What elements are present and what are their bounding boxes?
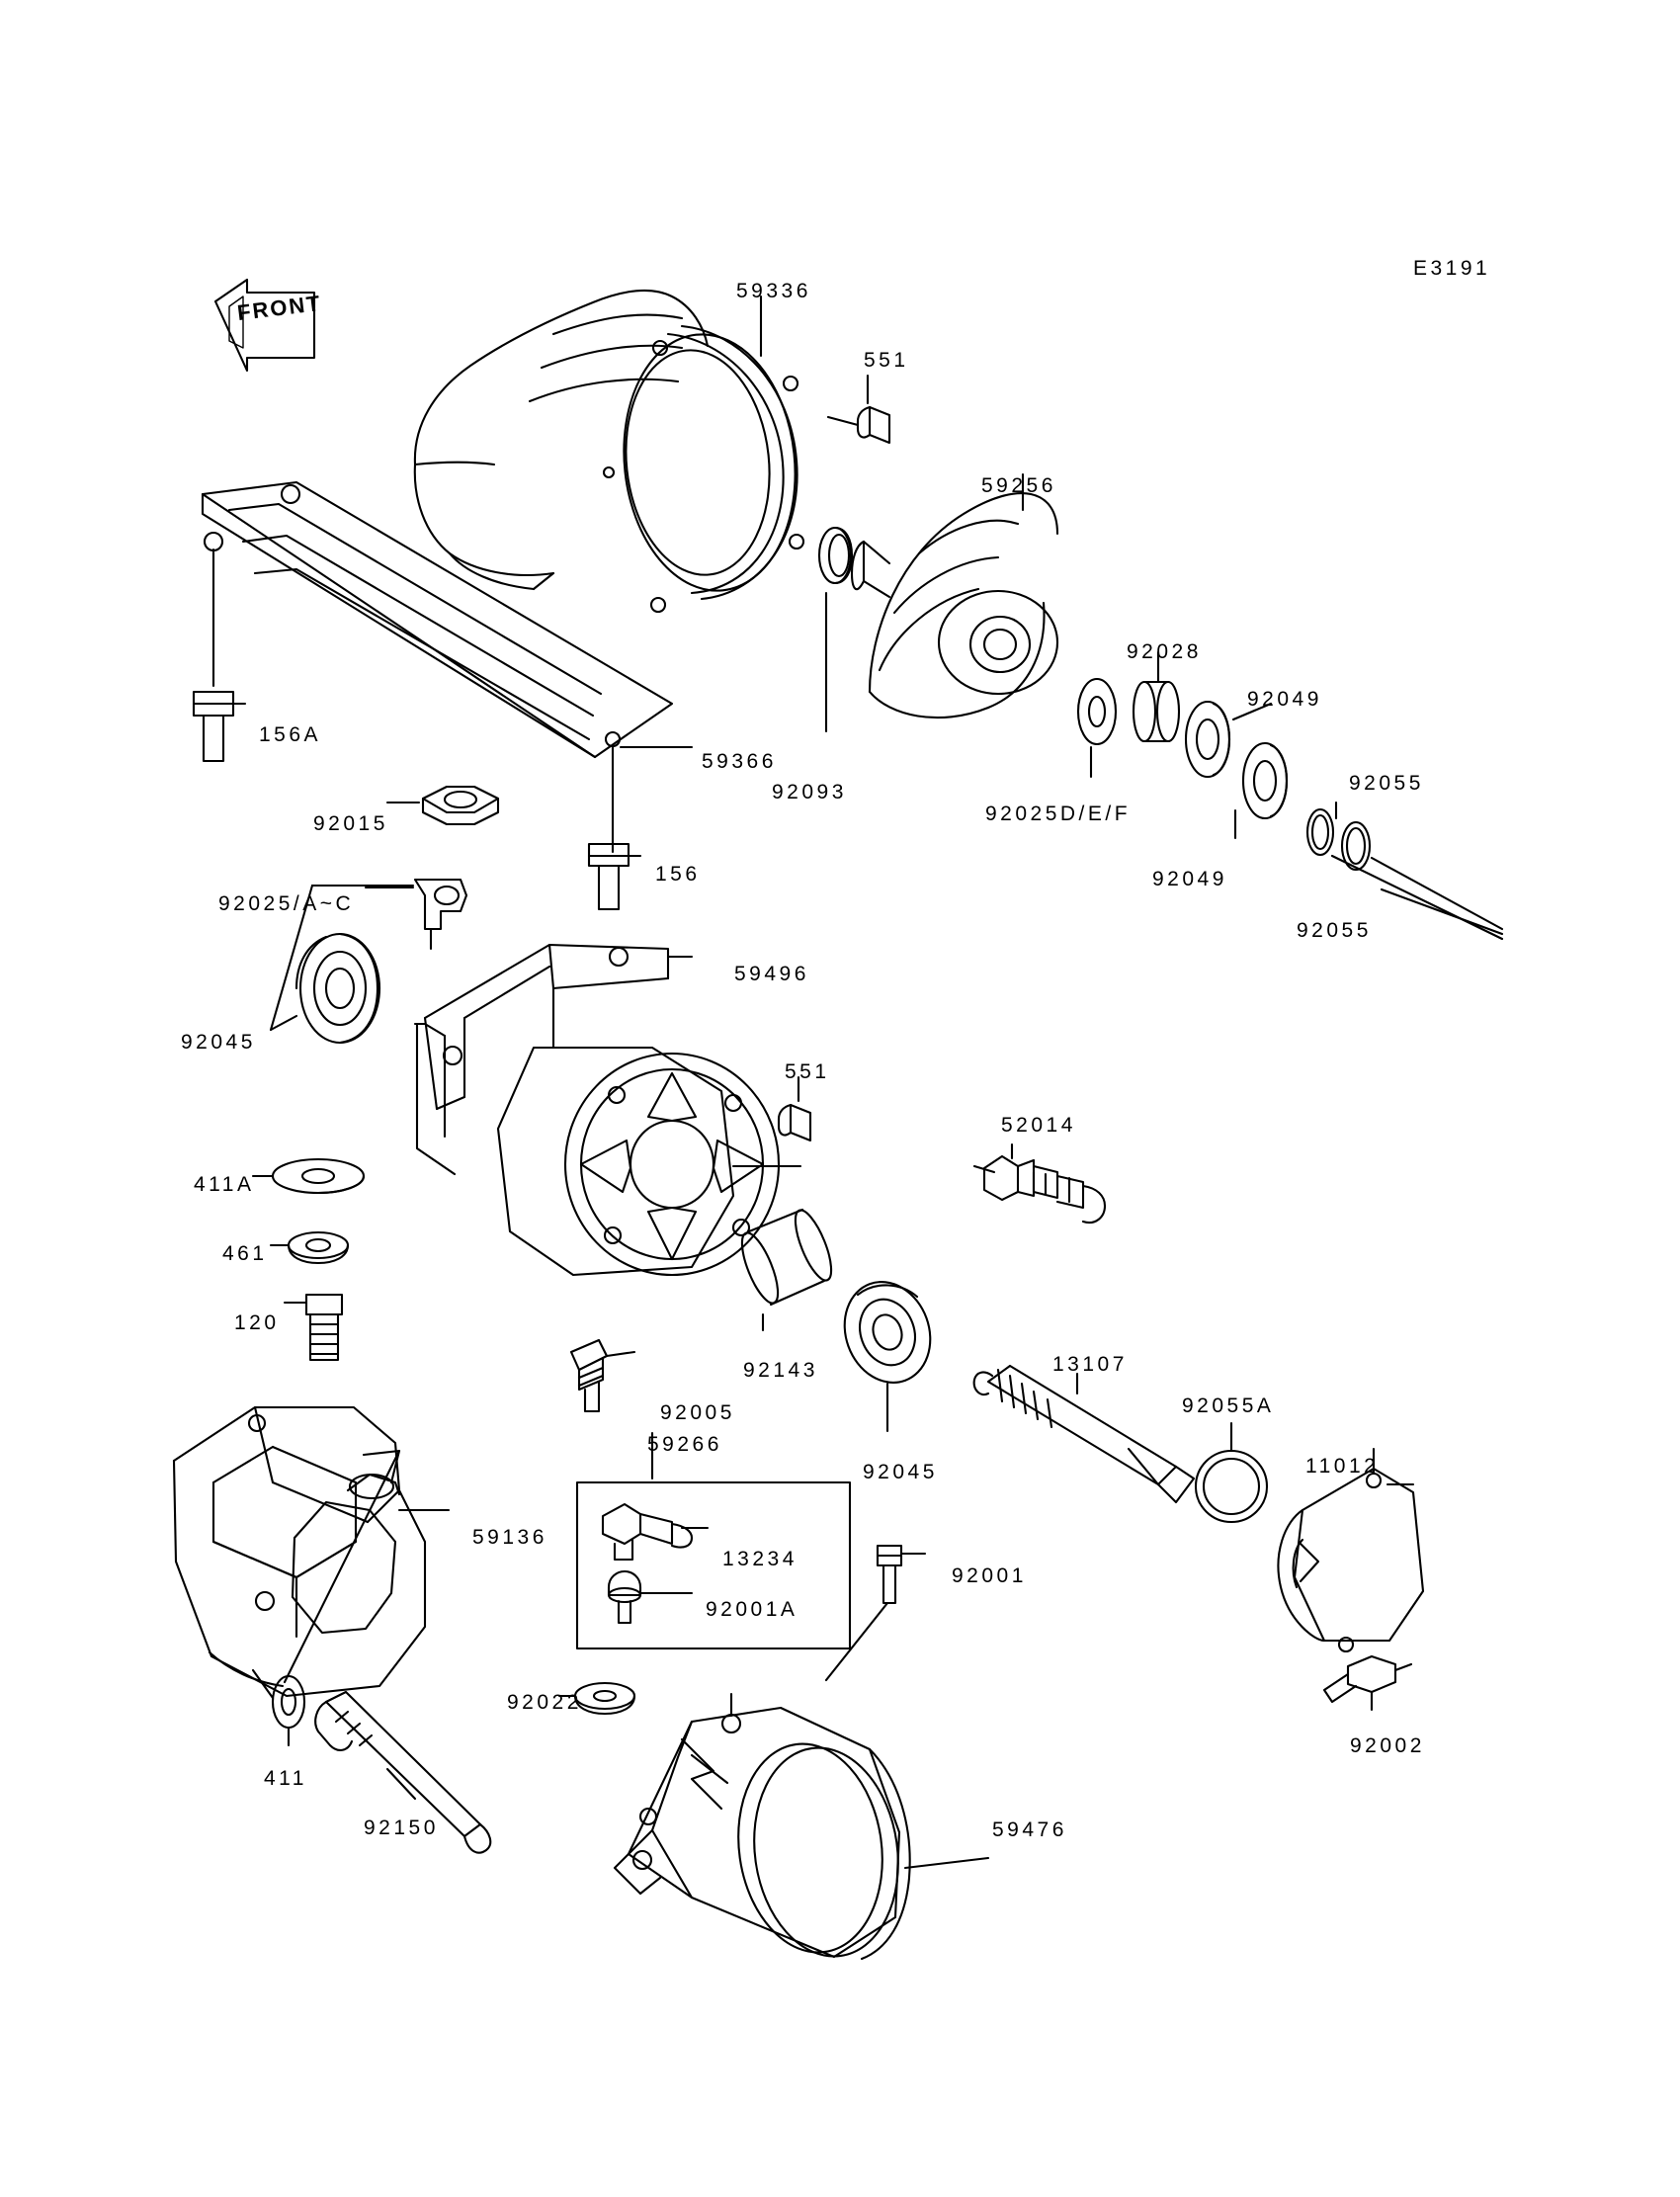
part-92002-bolt [1324, 1656, 1411, 1710]
part-label-551-top: 551 [864, 349, 909, 372]
part-92001-bolt [826, 1546, 925, 1680]
part-label-156: 156 [655, 863, 701, 886]
part-label-59336: 59336 [736, 280, 811, 302]
part-label-13107: 13107 [1052, 1353, 1128, 1376]
part-label-59266: 59266 [647, 1433, 722, 1456]
part-label-59136: 59136 [472, 1526, 547, 1549]
front-marker-label: FRONT [235, 290, 323, 326]
part-13107-drive-shaft [974, 1366, 1194, 1502]
part-92045-bearing-lower [831, 1270, 945, 1431]
part-92015-nut [387, 787, 498, 824]
part-92049-seal-lower [1235, 743, 1287, 838]
part-label-92055A: 92055A [1182, 1394, 1275, 1417]
part-label-551-mid: 551 [785, 1060, 830, 1083]
part-461-washer [271, 1232, 348, 1263]
part-59136-housing [174, 1407, 449, 1698]
part-411a-washer [253, 1159, 364, 1193]
part-551-stud-mid [779, 1077, 810, 1141]
part-label-92025DEF: 92025D/E/F [985, 803, 1132, 825]
part-11012-cap [1278, 1449, 1423, 1651]
part-label-92150: 92150 [364, 1817, 439, 1839]
part-92055-oring-upper [1307, 803, 1336, 855]
part-label-411A: 411A [194, 1173, 255, 1196]
part-label-92028: 92028 [1127, 640, 1202, 663]
part-92055a-oring [1196, 1423, 1267, 1522]
part-120-screw [285, 1295, 342, 1360]
part-156a-bolt [194, 692, 245, 761]
part-label-92055-bot: 92055 [1297, 919, 1372, 942]
part-label-92055-top: 92055 [1349, 772, 1424, 795]
front-marker-badge [215, 280, 322, 347]
part-label-120: 120 [234, 1311, 280, 1334]
part-label-92143: 92143 [743, 1359, 818, 1382]
part-59496-pump-housing [415, 945, 800, 1275]
part-label-156A: 156A [259, 723, 322, 746]
part-label-92001: 92001 [952, 1564, 1027, 1587]
part-label-59366: 59366 [702, 750, 777, 773]
part-92025ac-shim [366, 880, 466, 949]
part-92025def-shim [1078, 679, 1116, 777]
part-92028-collar [1134, 652, 1179, 741]
part-label-92002: 92002 [1350, 1734, 1425, 1757]
part-label-92049-bot: 92049 [1152, 868, 1227, 890]
part-label-461: 461 [222, 1242, 268, 1265]
part-label-11012: 11012 [1305, 1455, 1380, 1478]
part-92005-fitting [571, 1340, 634, 1411]
part-92143-collar [735, 1206, 839, 1330]
part-label-92022: 92022 [507, 1691, 582, 1714]
part-59476-nozzle [615, 1694, 988, 1966]
part-label-411: 411 [264, 1767, 307, 1790]
part-59256-impeller [852, 474, 1057, 718]
part-92093-seal [819, 528, 852, 731]
part-label-92049-top: 92049 [1247, 688, 1322, 711]
part-label-92005: 92005 [660, 1401, 735, 1424]
part-label-92093: 92093 [772, 781, 847, 803]
part-label-92001A: 92001A [706, 1598, 798, 1621]
part-156-bolt [589, 844, 640, 909]
part-label-92025AC: 92025/A~C [218, 892, 355, 915]
part-label-92045-bot: 92045 [863, 1461, 938, 1483]
part-52014-fitting [974, 1144, 1105, 1223]
part-label-59496: 59496 [734, 963, 809, 985]
part-label-92045-top: 92045 [181, 1031, 256, 1054]
part-label-92015: 92015 [313, 812, 388, 835]
part-label-59476: 59476 [992, 1818, 1067, 1841]
part-label-52014: 52014 [1001, 1114, 1076, 1137]
part-551-stud-top [828, 376, 889, 443]
part-411-washer [273, 1676, 304, 1745]
diagram-code: E3191 [1413, 257, 1491, 280]
part-label-59256: 59256 [981, 474, 1056, 497]
part-59336-duct [415, 291, 807, 612]
part-label-13234: 13234 [722, 1548, 798, 1570]
